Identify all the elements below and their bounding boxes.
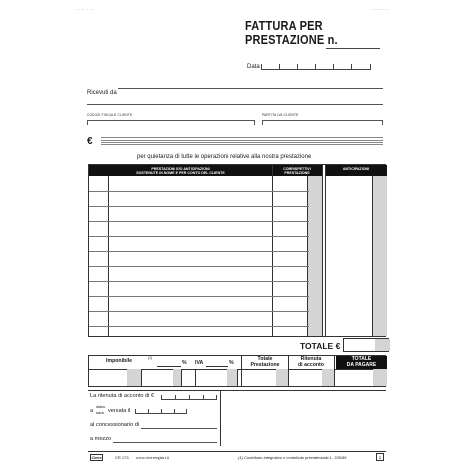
services-table <box>88 164 386 337</box>
ricevuti-label: Ricevuti da <box>87 90 117 96</box>
title-line-2: PRESTAZIONE n. <box>245 33 338 47</box>
page-number: 1 <box>376 453 384 461</box>
top-code-left: — — — — <box>77 7 94 11</box>
pct-label-1: % <box>182 360 187 366</box>
row-num-divider <box>108 176 109 336</box>
address-field[interactable] <box>87 104 383 105</box>
table-row[interactable] <box>89 311 309 312</box>
piva-label: PARTITA IVA CLIENTE <box>262 113 299 117</box>
piva-ticks <box>262 120 383 125</box>
totale-field[interactable] <box>343 338 389 352</box>
table-row[interactable] <box>89 206 309 207</box>
table-row[interactable] <box>89 266 309 267</box>
header-prestazioni: PRESTAZIONI E/O ANTICIPAZIONI SOSTENUTE IN NOME E PER CONTO DEL CLIENTE <box>89 165 272 176</box>
table-row[interactable] <box>89 296 309 297</box>
ritenuta-amount-field[interactable] <box>161 392 217 400</box>
date-label: Data <box>247 64 260 70</box>
table-row[interactable] <box>89 236 309 237</box>
amount-words-field[interactable] <box>101 137 383 146</box>
contributo-pct-field[interactable] <box>157 366 181 367</box>
website-link[interactable]: www.cierreregistri.it <box>136 455 170 460</box>
cf-label: CODICE FISCALE CLIENTE <box>87 113 133 117</box>
sara-label: sarà <box>96 410 104 415</box>
table-row[interactable] <box>89 326 309 327</box>
col-divider-4 <box>325 165 326 336</box>
header-anticipazioni: ANTICIPAZIONI <box>325 165 387 176</box>
a-label: a <box>90 408 94 414</box>
concessionario-label: al concessionario di <box>90 422 140 428</box>
ritenuta-line-label: La ritenuta di acconto di € <box>90 393 155 399</box>
invoice-number-field[interactable] <box>326 48 380 49</box>
invoice-form <box>73 7 393 461</box>
bottom-divider <box>220 390 221 446</box>
cierre-logo: Cierre <box>91 456 102 460</box>
cf-ticks <box>87 120 255 125</box>
col-divider-2 <box>307 176 308 336</box>
mezzo-field[interactable] <box>113 442 217 443</box>
footnote-mark: (1) <box>148 356 153 360</box>
col-divider-5 <box>372 176 373 336</box>
title-line-1: FATTURA PER <box>245 19 323 33</box>
stata-sara <box>96 404 105 416</box>
footer <box>88 451 386 461</box>
quietanza-text: per quietanza di tutte le operazioni relative alla nostra prestazione <box>137 153 312 160</box>
date-field[interactable] <box>261 59 371 70</box>
euro-icon: € <box>87 136 93 147</box>
iva-label: IVA <box>195 360 204 366</box>
iva-pct-field[interactable] <box>206 366 228 367</box>
header-corrispettivi: CORRISPETTIVI PRESTAZIONE <box>272 165 322 176</box>
footnote-text: (1) Contributo integrativo o contributo previdenziale L. 335/95 <box>238 455 347 460</box>
product-code: CR 173 <box>115 455 129 460</box>
table-row[interactable] <box>89 191 309 192</box>
pct-label-2: % <box>229 360 234 366</box>
summary-row <box>88 355 386 387</box>
totale-pagare-label: TOTALE DA PAGARE <box>336 356 387 369</box>
ricevuti-field[interactable] <box>118 88 383 89</box>
imponibile-label: Imponibile <box>106 358 132 364</box>
stata-label: stata <box>96 404 105 409</box>
totale-label: TOTALE € <box>300 341 341 351</box>
top-code-right: — — — — — <box>370 7 389 11</box>
cents-col-1 <box>307 176 322 336</box>
table-row[interactable] <box>89 251 309 252</box>
ritenuta-label: Ritenuta di acconto <box>298 356 324 368</box>
mezzo-label: a mezzo <box>90 436 112 442</box>
table-row[interactable] <box>89 281 309 282</box>
form-title <box>245 19 338 47</box>
versata-label: versata il <box>108 408 131 414</box>
col-divider-3 <box>322 165 323 336</box>
table-row[interactable] <box>89 221 309 222</box>
concessionario-field[interactable] <box>141 428 217 429</box>
versata-date-field[interactable] <box>135 406 187 414</box>
cents-col-2 <box>372 176 387 336</box>
totale-prestazione-label: Totale Prestazione <box>250 356 280 368</box>
